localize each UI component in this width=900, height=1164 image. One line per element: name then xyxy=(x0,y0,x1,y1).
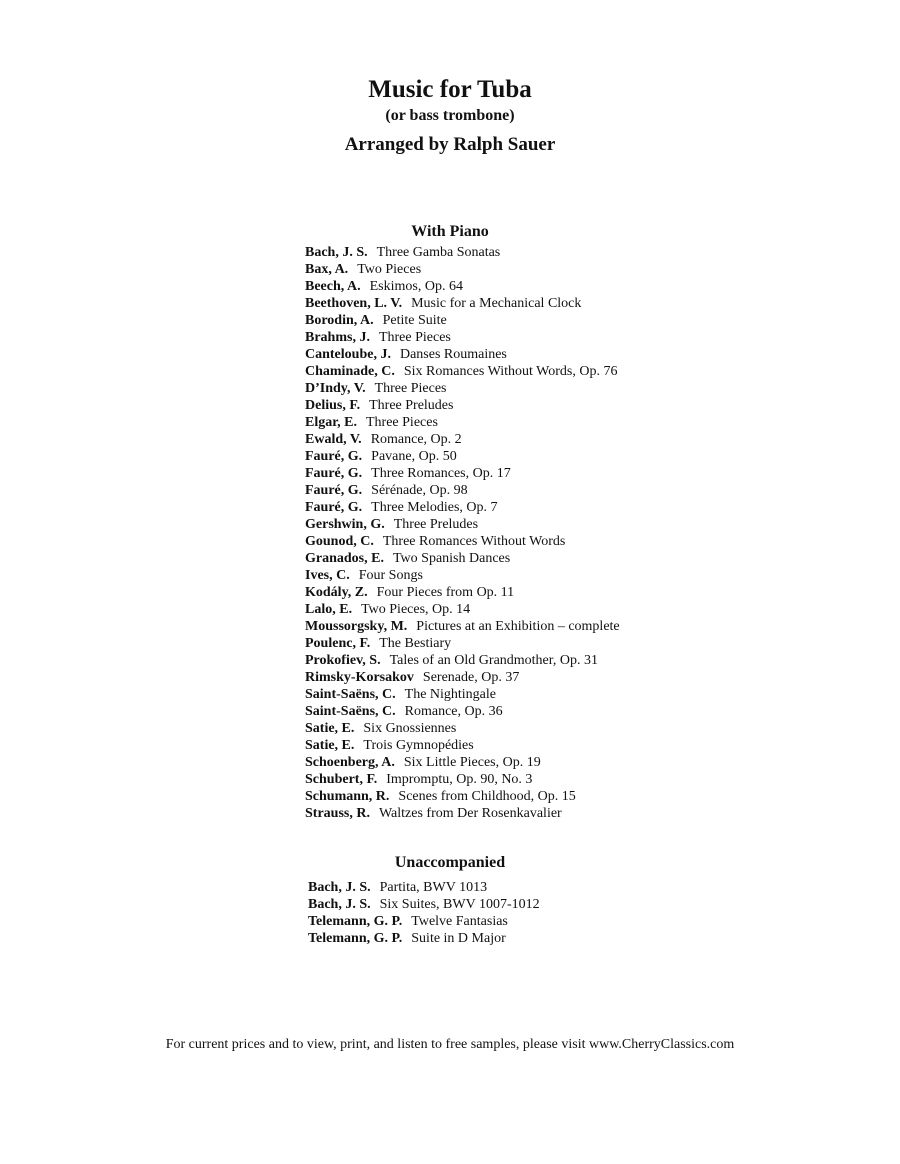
work-title: Two Spanish Dances xyxy=(392,551,511,566)
work-title: Two Pieces, Op. 14 xyxy=(361,602,471,617)
composer-name: Schumann, R. xyxy=(305,789,390,804)
list-item xyxy=(305,380,620,397)
list-item xyxy=(305,686,620,703)
list-item xyxy=(305,737,620,754)
composer-name: Fauré, G. xyxy=(305,483,363,498)
list-item xyxy=(305,363,620,380)
list-item xyxy=(305,754,620,771)
work-title: Waltzes from Der Rosenkavalier xyxy=(378,806,562,821)
list-item xyxy=(305,465,620,482)
composer-name: Fauré, G. xyxy=(305,449,363,464)
composer-name: Beech, A. xyxy=(305,279,361,294)
work-title: Partita, BWV 1013 xyxy=(379,880,488,895)
work-title: Trois Gymnopédies xyxy=(363,738,474,753)
list-item xyxy=(305,652,620,669)
list-item xyxy=(305,278,620,295)
list-item xyxy=(305,805,620,822)
list-item xyxy=(305,669,620,686)
work-title: The Nightingale xyxy=(404,687,497,702)
composer-name: Telemann, G. P. xyxy=(308,931,403,946)
list-item xyxy=(305,720,620,737)
work-title: Three Preludes xyxy=(393,517,479,532)
work-title: Three Preludes xyxy=(369,398,454,413)
composer-name: Telemann, G. P. xyxy=(308,914,403,929)
work-title: Romance, Op. 2 xyxy=(370,432,462,447)
composer-name: Ives, C. xyxy=(305,568,350,583)
work-title: The Bestiary xyxy=(379,636,452,651)
work-title: Impromptu, Op. 90, No. 3 xyxy=(386,772,533,787)
list-item xyxy=(305,414,620,431)
composer-name: Moussorgsky, M. xyxy=(305,619,408,634)
unaccompanied-list xyxy=(308,879,540,947)
work-title: Danses Roumaines xyxy=(399,347,507,362)
composer-name: Ewald, V. xyxy=(305,432,362,447)
work-title: Pavane, Op. 50 xyxy=(371,449,457,464)
list-item xyxy=(305,550,620,567)
work-title: Sérénade, Op. 98 xyxy=(371,483,468,498)
work-title: Three Romances, Op. 17 xyxy=(371,466,511,481)
list-item xyxy=(305,329,620,346)
page-subtitle: (or bass trombone) xyxy=(385,107,515,124)
composer-name: Rimsky-Korsakov xyxy=(305,670,414,685)
work-title: Three Romances Without Words xyxy=(382,534,566,549)
composer-name: Saint-Saëns, C. xyxy=(305,704,396,719)
list-item xyxy=(305,448,620,465)
work-title: Three Pieces xyxy=(374,381,447,396)
list-item xyxy=(308,930,540,947)
composer-name: Canteloube, J. xyxy=(305,347,391,362)
work-title: Music for a Mechanical Clock xyxy=(411,296,582,311)
section-heading-with-piano: With Piano xyxy=(411,223,489,240)
composer-name: D’Indy, V. xyxy=(305,381,366,396)
composer-name: Poulenc, F. xyxy=(305,636,371,651)
list-item xyxy=(305,516,620,533)
work-title: Three Melodies, Op. 7 xyxy=(371,500,498,515)
composer-name: Bach, J. S. xyxy=(308,897,371,912)
with-piano-list xyxy=(305,244,620,822)
composer-name: Satie, E. xyxy=(305,738,355,753)
composer-name: Bach, J. S. xyxy=(308,880,371,895)
work-title: Six Romances Without Words, Op. 76 xyxy=(403,364,618,379)
arranger-credit: Arranged by Ralph Sauer xyxy=(344,134,556,155)
list-item xyxy=(308,913,540,930)
work-title: Suite in D Major xyxy=(411,931,506,946)
work-title: Two Pieces xyxy=(357,262,422,277)
composer-name: Beethoven, L. V. xyxy=(305,296,403,311)
work-title: Pictures at an Exhibition – complete xyxy=(416,619,620,634)
list-item xyxy=(305,295,620,312)
work-title: Serenade, Op. 37 xyxy=(422,670,520,685)
work-title: Eskimos, Op. 64 xyxy=(369,279,463,294)
list-item xyxy=(305,261,620,278)
composer-name: Strauss, R. xyxy=(305,806,370,821)
list-item xyxy=(305,635,620,652)
composer-name: Lalo, E. xyxy=(305,602,353,617)
work-title: Three Pieces xyxy=(366,415,438,430)
list-item xyxy=(305,771,620,788)
composer-name: Bach, J. S. xyxy=(305,245,368,260)
composer-name: Schoenberg, A. xyxy=(305,755,395,770)
composer-name: Gounod, C. xyxy=(305,534,374,549)
composer-name: Prokofiev, S. xyxy=(305,653,381,668)
composer-name: Borodin, A. xyxy=(305,313,374,328)
work-title: Twelve Fantasias xyxy=(411,914,508,929)
work-title: Petite Suite xyxy=(382,313,447,328)
footer-note: For current prices and to view, print, and listen to free samples, please visit www.CherryClassics.com xyxy=(165,1037,735,1052)
list-item xyxy=(305,584,620,601)
composer-name: Gershwin, G. xyxy=(305,517,385,532)
section-heading-unaccompanied: Unaccompanied xyxy=(394,854,506,871)
list-item xyxy=(305,431,620,448)
composer-name: Fauré, G. xyxy=(305,466,363,481)
work-title: Four Pieces from Op. 11 xyxy=(376,585,515,600)
work-title: Six Little Pieces, Op. 19 xyxy=(403,755,541,770)
work-title: Three Pieces xyxy=(378,330,451,345)
work-title: Three Gamba Sonatas xyxy=(376,245,501,260)
work-title: Four Songs xyxy=(358,568,423,583)
page-title: Music for Tuba xyxy=(368,76,532,103)
list-item xyxy=(305,346,620,363)
composer-name: Schubert, F. xyxy=(305,772,378,787)
work-title: Tales of an Old Grandmother, Op. 31 xyxy=(389,653,598,668)
list-item xyxy=(305,567,620,584)
list-item xyxy=(305,703,620,720)
list-item xyxy=(305,397,620,414)
composer-name: Brahms, J. xyxy=(305,330,370,345)
list-item xyxy=(305,312,620,329)
composer-name: Granados, E. xyxy=(305,551,384,566)
list-item xyxy=(308,896,540,913)
composer-name: Delius, F. xyxy=(305,398,361,413)
composer-name: Saint-Saëns, C. xyxy=(305,687,396,702)
composer-name: Kodály, Z. xyxy=(305,585,368,600)
list-item xyxy=(305,788,620,805)
composer-name: Bax, A. xyxy=(305,262,349,277)
list-item xyxy=(305,244,620,261)
list-item xyxy=(305,618,620,635)
work-title: Romance, Op. 36 xyxy=(404,704,503,719)
work-title: Scenes from Childhood, Op. 15 xyxy=(398,789,576,804)
list-item xyxy=(305,533,620,550)
list-item xyxy=(305,499,620,516)
composer-name: Elgar, E. xyxy=(305,415,357,430)
list-item xyxy=(305,482,620,499)
work-title: Six Gnossiennes xyxy=(363,721,457,736)
work-title: Six Suites, BWV 1007-1012 xyxy=(379,897,540,912)
composer-name: Fauré, G. xyxy=(305,500,363,515)
list-item xyxy=(305,601,620,618)
list-item xyxy=(308,879,540,896)
composer-name: Chaminade, C. xyxy=(305,364,395,379)
composer-name: Satie, E. xyxy=(305,721,355,736)
